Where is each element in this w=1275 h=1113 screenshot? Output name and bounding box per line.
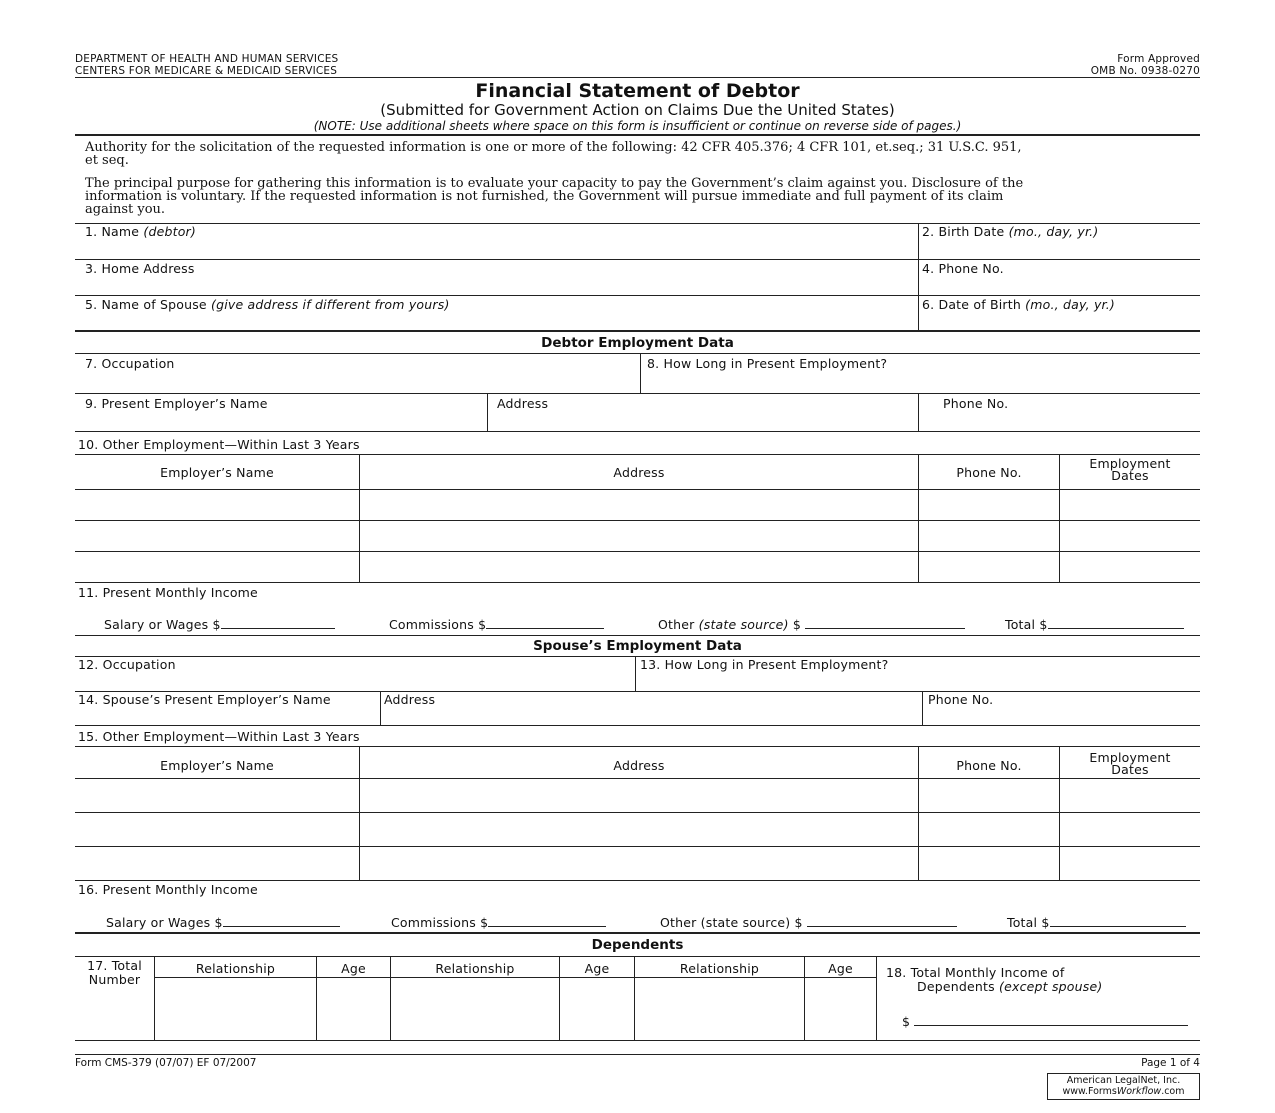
spouse-employment-heading: Spouse’s Employment Data [533,638,742,654]
spouse-name-label: 5. Name of Spouse (give address if different from yours) [85,297,450,312]
debtor-col-dates: Employment Dates [1089,456,1171,483]
debtor-employer-phone-field[interactable] [920,412,1198,430]
debtor-commissions-field[interactable] [486,618,604,629]
phone-field[interactable] [920,276,1198,294]
spouse-salary: Salary or Wages $ [106,915,340,930]
spouse-other-income: Other (state source) $ [660,915,957,930]
dependent-relationship-field[interactable] [636,979,803,1039]
publisher-url[interactable]: www.FormsWorkflow.com [1062,1086,1185,1097]
spouse-total-income: Total $ [1007,915,1186,930]
form-subtitle: (Submitted for Government Action on Claims Due the United States) [380,101,895,119]
dependent-age-field[interactable] [806,979,875,1039]
name-field[interactable] [76,240,916,258]
dependent-age-field[interactable] [561,979,633,1039]
home-address-label: 3. Home Address [85,261,195,276]
total-dependents-label: 17. Total Number [87,958,142,987]
debtor-total-income-field[interactable] [1048,618,1184,629]
spouse-name-field[interactable] [76,312,916,329]
spouse-monthly-income-label: 16. Present Monthly Income [78,882,258,897]
debtor-monthly-income-label: 11. Present Monthly Income [78,585,258,600]
spouse-employer-phone-field[interactable] [924,708,1198,724]
spouse-employer-label: 14. Spouse’s Present Employer’s Name [78,692,331,707]
spouse-other-employment-row[interactable] [76,813,1199,846]
spouse-occupation-field[interactable] [76,673,633,690]
spouse-commissions-field[interactable] [488,916,606,927]
spouse-other-income-field[interactable] [807,916,957,927]
spouse-col-address: Address [613,758,665,773]
header-rule [75,77,1200,78]
spouse-commissions: Commissions $ [391,915,606,930]
spouse-employment-length-field[interactable] [637,673,1198,690]
spouse-other-employment-label: 15. Other Employment—Within Last 3 Years [78,729,360,744]
dependent-relationship-header: Relationship [195,961,276,976]
dependent-age-field[interactable] [318,979,389,1039]
spouse-employer-phone-label: Phone No. [928,692,994,707]
purpose-statement [85,177,1195,216]
dependents-income: $ [902,1014,1188,1029]
total-dependents-field[interactable] [76,990,152,1038]
publisher-box [1047,1073,1200,1100]
spouse-employer-field[interactable] [76,708,378,724]
spouse-other-employment-row[interactable] [76,847,1199,880]
dependents-income-label: 18. Total Monthly Income of Dependents (except spouse) [886,965,1103,994]
dependents-income-field[interactable] [914,1015,1188,1026]
debtor-employer-address-label: Address [497,396,549,411]
debtor-occupation-label: 7. Occupation [85,356,175,371]
title-rule [75,134,1200,136]
birth-date-field[interactable] [920,240,1198,258]
debtor-col-address: Address [613,465,665,480]
approval-line-1: Form Approved [1117,53,1200,65]
debtor-col-phone: Phone No. [956,465,1022,480]
birth-date-label: 2. Birth Date (mo., day, yr.) [922,224,1099,239]
debtor-employment-heading: Debtor Employment Data [541,335,734,351]
debtor-other-income: Other (state source) $ [658,617,965,632]
dependent-age-header: Age [341,961,366,976]
spouse-col-phone: Phone No. [956,758,1022,773]
home-address-field[interactable] [76,276,916,294]
authority-line-1: Authority for the solicitation of the requested information is one or more of the following: 42 CFR 405.376; 4 CFR 101, et.seq.; 31 U.S.C. 951, [85,140,1022,155]
debtor-employer-phone-label: Phone No. [943,396,1009,411]
debtor-commissions: Commissions $ [389,617,604,632]
debtor-salary: Salary or Wages $ [104,617,335,632]
authority-line-2: et seq. [85,153,129,168]
publisher-name: American LegalNet, Inc. [1066,1075,1181,1086]
spouse-dob-label: 6. Date of Birth (mo., day, yr.) [922,297,1116,312]
debtor-occupation-field[interactable] [76,372,638,392]
dependent-relationship-field[interactable] [156,979,315,1039]
dependents-heading: Dependents [591,937,684,953]
approval-line-2: OMB No. 0938-0270 [1090,65,1200,77]
debtor-col-employer: Employer’s Name [160,465,274,480]
dependent-relationship-header: Relationship [435,961,515,976]
name-label: 1. Name (debtor) [85,224,196,239]
department-line-2: CENTERS FOR MEDICARE & MEDICAID SERVICES [75,65,338,77]
debtor-employment-length-label: 8. How Long in Present Employment? [647,356,888,371]
spouse-occupation-label: 12. Occupation [78,657,176,672]
debtor-total-income: Total $ [1005,617,1184,632]
form-note: (NOTE: Use additional sheets where space on this form is insufficient or continue on reverse side of pages.) [313,119,962,133]
department-line-1: DEPARTMENT OF HEALTH AND HUMAN SERVICES [75,53,339,65]
spouse-dob-field[interactable] [920,312,1198,329]
purpose-line-2: information is voluntary. If the requested information is not furnished, the Government will pursue immediate and full payment of its claim [85,189,1004,204]
debtor-employer-label: 9. Present Employer’s Name [85,396,268,411]
form-identifier: Form CMS-379 (07/07) EF 07/2007 [75,1057,257,1069]
dependent-relationship-header: Relationship [679,961,760,976]
spouse-employment-length-label: 13. How Long in Present Employment? [640,657,889,672]
dependent-age-header: Age [828,961,853,976]
spouse-col-dates: Employment Dates [1089,750,1171,777]
spouse-salary-field[interactable] [223,916,340,927]
department-name [75,53,338,77]
purpose-line-1: The principal purpose for gathering this information is to evaluate your capacity to pay the Government’s claim against you. Disclosure of the [85,176,1024,191]
authority-statement [85,141,1195,167]
debtor-other-employment-row[interactable] [76,521,1199,551]
spouse-other-employment-row[interactable] [76,779,1199,812]
spouse-total-income-field[interactable] [1050,916,1186,927]
spouse-col-employer: Employer’s Name [160,758,274,773]
page-number: Page 1 of 4 [1141,1057,1200,1069]
phone-label: 4. Phone No. [922,261,1004,276]
debtor-other-employment-label: 10. Other Employment—Within Last 3 Years [78,437,360,452]
debtor-employer-address-field[interactable] [489,412,916,430]
omb-approval [1091,53,1200,77]
spouse-employer-address-field[interactable] [382,708,920,724]
debtor-employer-field[interactable] [76,412,485,430]
debtor-other-employment-row[interactable] [76,552,1199,582]
dependent-age-header: Age [584,961,610,976]
dependent-relationship-field[interactable] [392,979,558,1039]
purpose-line-3: against you. [85,202,166,217]
debtor-employment-length-field[interactable] [642,372,1198,392]
debtor-other-employment-row[interactable] [76,490,1199,520]
spouse-employer-address-label: Address [384,692,436,707]
debtor-salary-field[interactable] [221,618,335,629]
debtor-other-income-field[interactable] [805,618,965,629]
form-title: Financial Statement of Debtor [475,80,800,102]
